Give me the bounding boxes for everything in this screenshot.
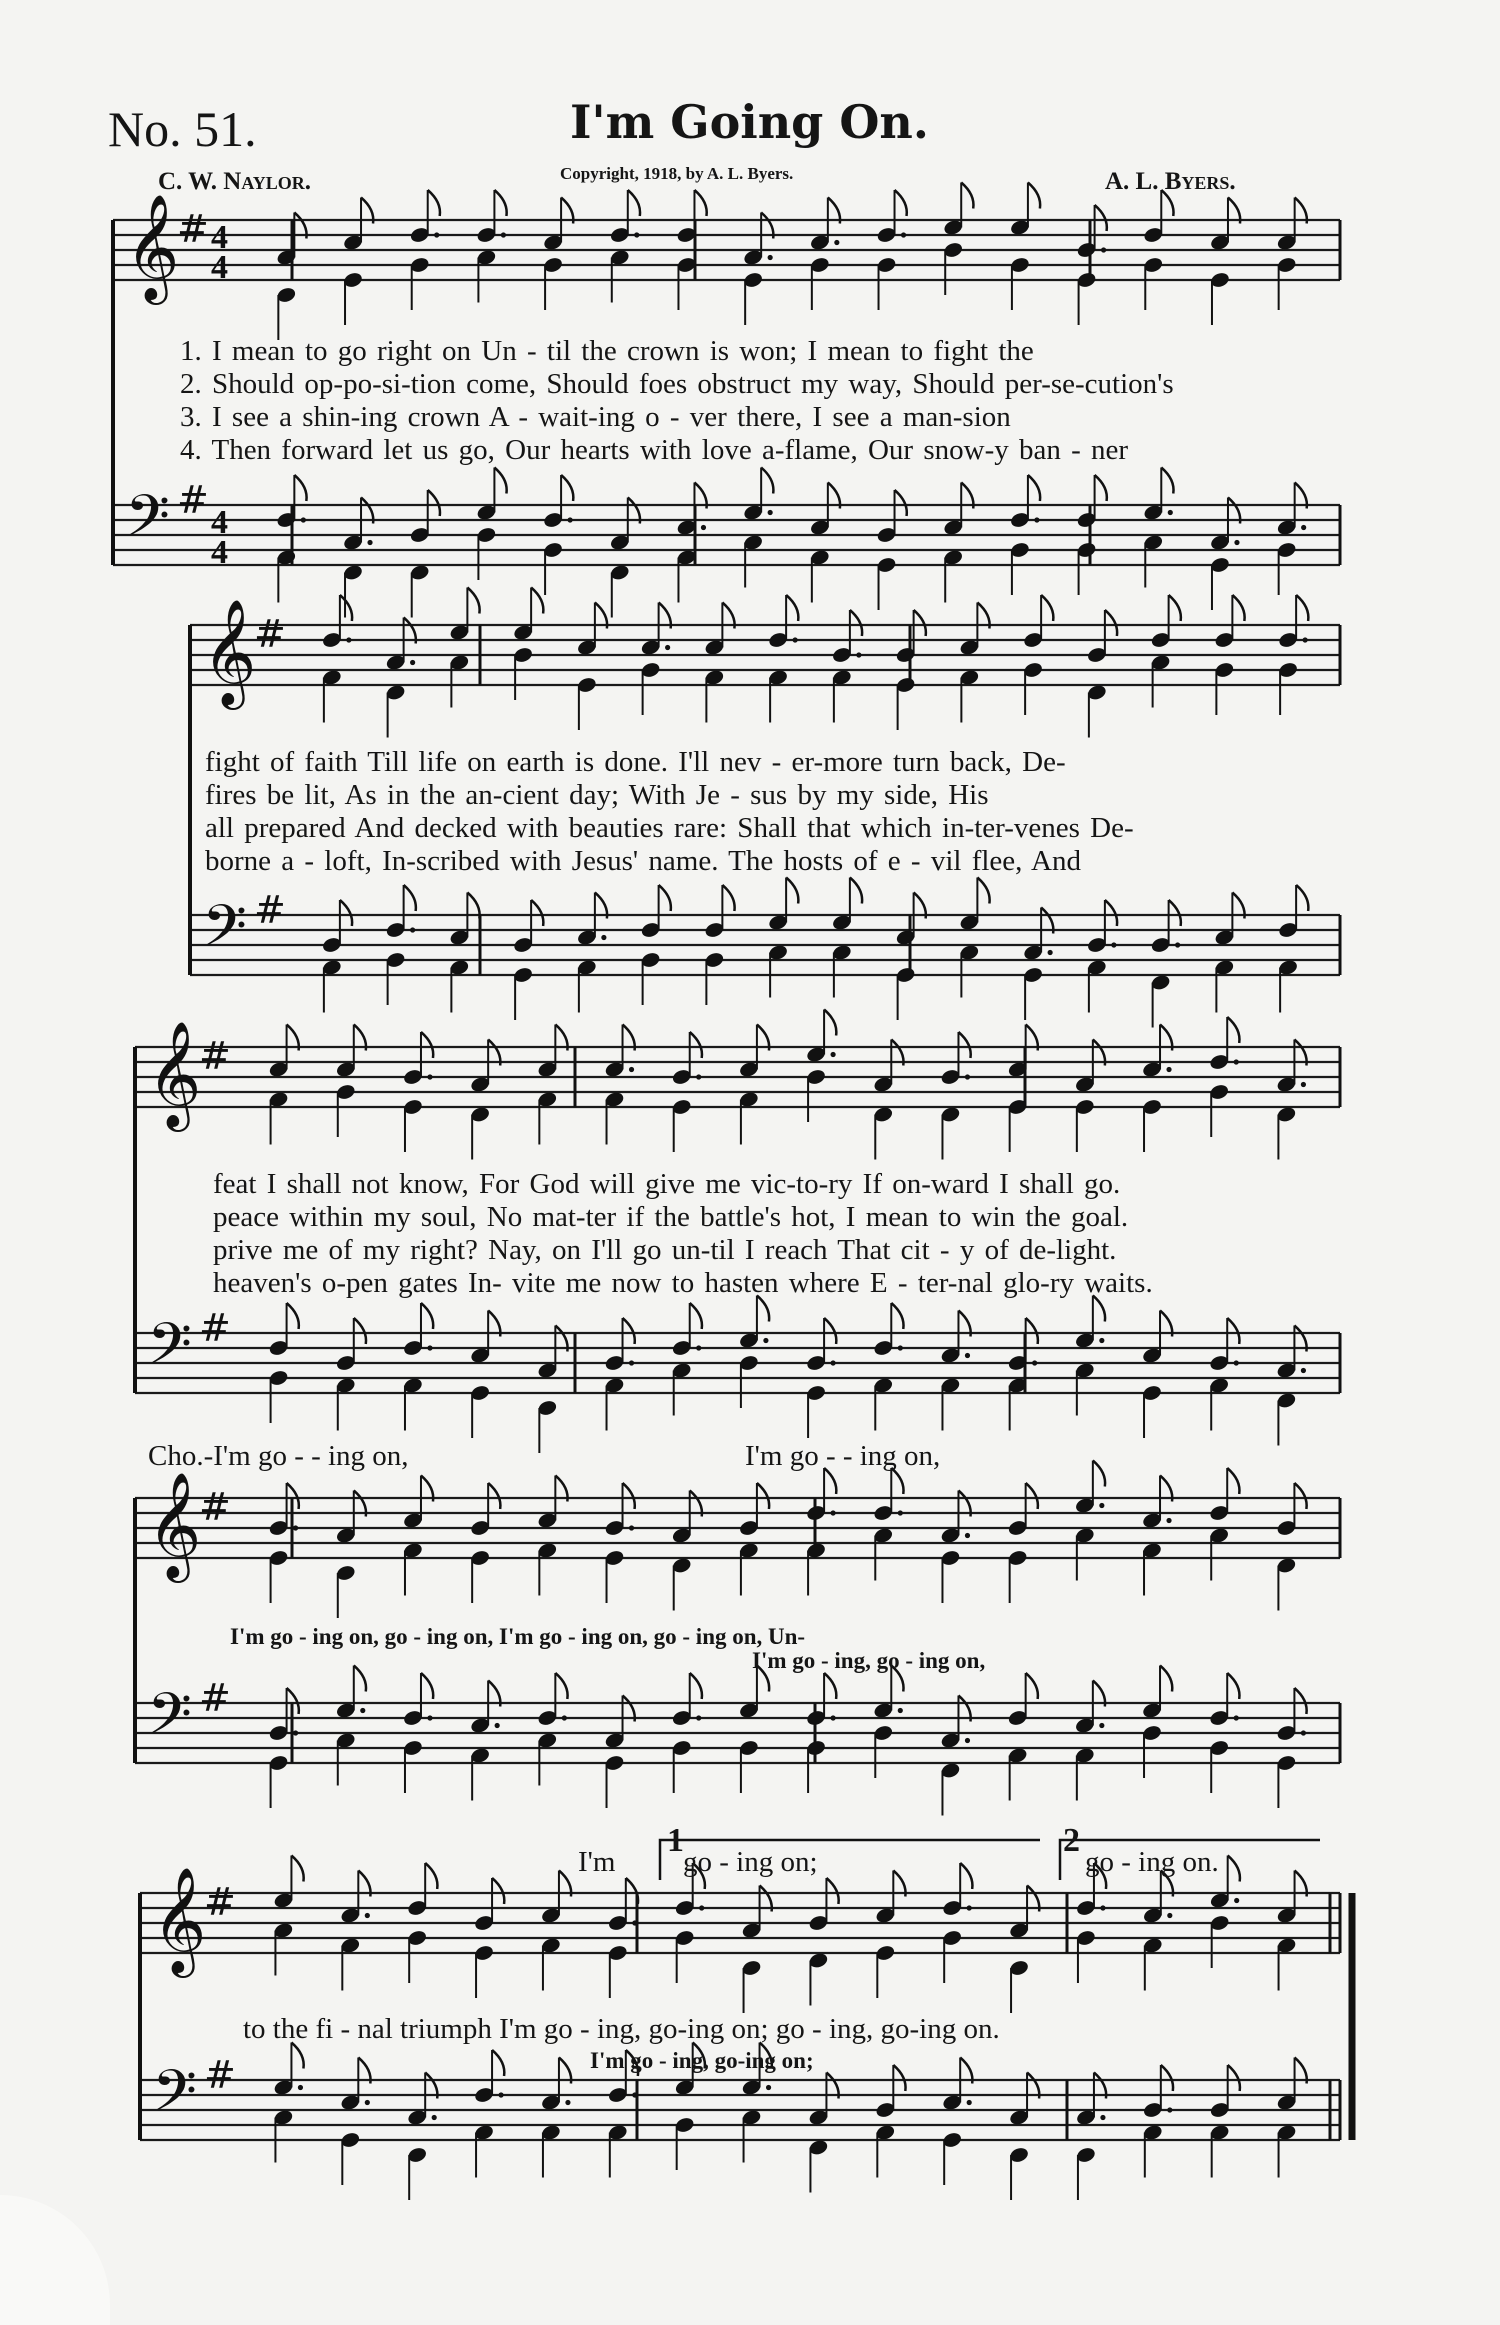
ending-top-im: I'm [578, 1846, 616, 1878]
key-sharp: # [254, 888, 286, 932]
note-dot [856, 652, 861, 657]
note-dot [427, 1715, 432, 1720]
chorus-under-b: I'm go - ing, go - ing on, [752, 1648, 986, 1673]
note-dot [830, 1510, 835, 1515]
note-flag [826, 1878, 838, 1904]
note-dot [301, 517, 306, 522]
note-flag [1228, 2065, 1240, 2091]
note-dot [830, 1052, 835, 1057]
note-dot [967, 2100, 972, 2105]
note-flag [961, 183, 973, 209]
note-flag [824, 1673, 836, 1699]
note-dot [434, 232, 439, 237]
note-flag [1028, 475, 1040, 501]
note-dot [632, 1920, 637, 1925]
time-signature: 4 [211, 219, 228, 256]
note-dot [1234, 1898, 1239, 1903]
note-flag [914, 610, 926, 636]
ending-1-number: 1 [667, 1822, 684, 1859]
note-flag [1160, 1666, 1172, 1692]
hymn-composer: A. L. Byers. [1105, 168, 1236, 195]
note-dot [410, 927, 415, 932]
note-flag [291, 1856, 303, 1882]
note-dot [1100, 1905, 1105, 1910]
note-dot [495, 1723, 500, 1728]
note-dot [1234, 540, 1239, 545]
note-flag [690, 1303, 702, 1329]
treble-clef-icon: 𝄞 [147, 1020, 202, 1127]
note-flag [287, 1303, 299, 1329]
note-flag [786, 595, 798, 621]
time-signature: 4 [211, 534, 228, 571]
note-flag [1161, 190, 1173, 216]
note-flag [960, 1863, 972, 1889]
note-flag [1232, 595, 1244, 621]
note-flag [354, 1318, 366, 1344]
note-dot [701, 525, 706, 530]
note-dot [1234, 1059, 1239, 1064]
time-signature: 4 [211, 504, 228, 541]
note-flag [555, 1673, 567, 1699]
note-dot [1032, 1360, 1037, 1365]
note-dot [1234, 1360, 1239, 1365]
note-dot [1034, 517, 1039, 522]
note-flag [958, 1032, 970, 1058]
key-sharp: # [204, 1880, 236, 1924]
bass-clef-icon: 𝄢 [147, 1310, 193, 1392]
note-dot [427, 1074, 432, 1079]
note-dot [965, 1074, 970, 1079]
note-flag [561, 475, 573, 501]
ending-2-number: 2 [1063, 1822, 1080, 1859]
note-flag [428, 490, 440, 516]
key-sharp: # [199, 1034, 231, 1078]
note-dot [768, 510, 773, 515]
note-dot [830, 1715, 835, 1720]
bass-clef-icon: 𝄢 [125, 482, 171, 564]
note-flag [467, 588, 479, 614]
note-flag [1093, 1461, 1105, 1487]
note-dot [1111, 942, 1116, 947]
verse-line-2-2: fires be lit, As in the an-cient day; With Je - sus by my side, His [205, 779, 989, 811]
note-dot [365, 2100, 370, 2105]
verse-line-1-2: 2. Should op-po-si-tion come, Should foes obstruct my way, Should per-se-cution's [180, 368, 1174, 400]
note-dot [632, 2092, 637, 2097]
verse-line-3-2: peace within my soul, No mat-ter if the battle's hot, I mean to win the goal. [213, 1201, 1129, 1233]
note-flag [291, 2043, 303, 2069]
note-flag [492, 2050, 504, 2076]
note-dot [965, 1353, 970, 1358]
note-dot [432, 2115, 437, 2120]
note-dot [1167, 2107, 1172, 2112]
note-flag [690, 1673, 702, 1699]
treble-clef-icon: 𝄞 [125, 193, 180, 300]
note-dot [298, 2085, 303, 2090]
key-sharp: # [199, 1676, 231, 1720]
note-flag [488, 1483, 500, 1509]
note-flag [421, 1303, 433, 1329]
note-flag [494, 190, 506, 216]
treble-clef-icon: 𝄞 [202, 598, 257, 705]
note-dot [1301, 1368, 1306, 1373]
note-flag [895, 190, 907, 216]
note-dot [965, 1533, 970, 1538]
note-dot [1168, 510, 1173, 515]
note-dot [498, 2092, 503, 2097]
note-flag [1026, 1318, 1038, 1344]
note-flag [1228, 1856, 1240, 1882]
key-sharp: # [177, 207, 209, 251]
note-flag [1227, 1017, 1239, 1043]
note-dot [1303, 637, 1308, 642]
hymn-number: No. 51. [108, 101, 257, 157]
note-dot [501, 232, 506, 237]
note-dot [699, 1905, 704, 1910]
key-sharp: # [199, 1485, 231, 1529]
note-dot [1301, 1082, 1306, 1087]
verse-line-1-4: 4. Then forward let us go, Our hearts with love a-flame, Our snow-y ban - ner [180, 434, 1129, 466]
note-dot [629, 1360, 634, 1365]
note-flag [404, 885, 416, 911]
note-dot [1099, 1338, 1104, 1343]
treble-clef-icon: 𝄞 [152, 1866, 207, 1973]
note-dot [1100, 2115, 1105, 2120]
key-sharp: # [204, 2053, 236, 2097]
note-dot [562, 1715, 567, 1720]
verse-line-3-1: feat I shall not know, For God will give me vic-to-ry If on-ward I shall go. [213, 1168, 1121, 1200]
note-flag [1296, 595, 1308, 621]
note-flag [1227, 1673, 1239, 1699]
verse-line-2-1: fight of faith Till life on earth is done. I'll nev - er-more turn back, De- [205, 746, 1066, 778]
note-flag [893, 2065, 905, 2091]
note-dot [830, 1360, 835, 1365]
chorus-final-line: to the fi - nal triumph I'm go - ing, go-ing on; go - ing, go-ing on. [243, 2013, 1000, 2045]
note-dot [768, 255, 773, 260]
note-flag [977, 878, 989, 904]
note-dot [629, 1067, 634, 1072]
note-flag [1294, 1688, 1306, 1714]
note-dot [365, 1913, 370, 1918]
note-dot [763, 1338, 768, 1343]
note-flag [659, 885, 671, 911]
note-flag [1161, 2065, 1173, 2091]
hymn-copyright: Copyright, 1918, by A. L. Byers. [560, 164, 794, 183]
note-dot [567, 517, 572, 522]
note-flag [531, 588, 543, 614]
note-flag [623, 1483, 635, 1509]
note-dot [898, 1708, 903, 1713]
note-flag [340, 900, 352, 926]
note-flag [425, 1863, 437, 1889]
note-flag [1296, 885, 1308, 911]
note-flag [494, 468, 506, 494]
verse-line-3-4: heaven's o-pen gates In- vite me now to hasten where E - ter-nal glo-ry waits. [213, 1267, 1153, 1299]
note-dot [1166, 1067, 1171, 1072]
note-flag [850, 878, 862, 904]
note-dot [601, 935, 606, 940]
verse-line-3-3: prive me of my right? Nay, on I'll go un-til I reach That cit - y of de-light. [213, 1234, 1117, 1266]
note-dot [367, 540, 372, 545]
note-flag [1227, 1318, 1239, 1344]
hymn-title: I'm Going On. [570, 95, 929, 149]
note-flag [428, 190, 440, 216]
note-flag [531, 900, 543, 926]
note-flag [354, 1666, 366, 1692]
note-flag [1169, 900, 1181, 926]
note-dot [898, 1345, 903, 1350]
verse-line-2-4: borne a - loft, In-scribed with Jesus' name. The hosts of e - vil flee, And [205, 845, 1081, 877]
note-dot [1175, 942, 1180, 947]
ending-1-text: go - ing on; [683, 1846, 818, 1878]
note-dot [293, 1525, 298, 1530]
bass-clef-icon: 𝄢 [152, 2057, 198, 2139]
note-flag [1169, 595, 1181, 621]
note-dot [360, 1708, 365, 1713]
note-flag [1095, 205, 1107, 231]
note-flag [1105, 900, 1117, 926]
key-sharp: # [199, 1306, 231, 1350]
note-flag [1161, 468, 1173, 494]
note-flag [1294, 1483, 1306, 1509]
note-flag [628, 190, 640, 216]
note-flag [824, 1318, 836, 1344]
verse-line-1-3: 3. I see a shin-ing crown A - wait-ing o - ver there, I see a man-sion [180, 401, 1011, 433]
hymn-author: C. W. Naylor. [158, 168, 311, 195]
ending-2-text: go - ing on. [1085, 1846, 1219, 1878]
key-sharp: # [177, 478, 209, 522]
note-flag [891, 1303, 903, 1329]
note-dot [427, 1345, 432, 1350]
note-flag [1028, 183, 1040, 209]
note-dot [898, 1510, 903, 1515]
note-flag [492, 1878, 504, 1904]
time-signature: 4 [211, 249, 228, 286]
note-dot [793, 637, 798, 642]
note-dot [1099, 1503, 1104, 1508]
note-flag [421, 1673, 433, 1699]
key-sharp: # [254, 612, 286, 656]
note-dot [634, 232, 639, 237]
note-dot [410, 660, 415, 665]
bass-clef-icon: 𝄢 [147, 1680, 193, 1762]
note-flag [1227, 1468, 1239, 1494]
note-flag [824, 1010, 836, 1036]
note-dot [1301, 1730, 1306, 1735]
note-dot [1099, 1723, 1104, 1728]
note-flag [1026, 1673, 1038, 1699]
note-flag [694, 190, 706, 216]
note-flag [761, 468, 773, 494]
note-dot [766, 2085, 771, 2090]
note-flag [294, 475, 306, 501]
note-dot [965, 1738, 970, 1743]
note-dot [1101, 247, 1106, 252]
note-dot [1167, 1913, 1172, 1918]
note-dot [901, 232, 906, 237]
chorus-final-under: I'm go - ing, go-ing on; [590, 2048, 814, 2073]
note-flag [1095, 475, 1107, 501]
note-flag [757, 1483, 769, 1509]
note-dot [346, 637, 351, 642]
note-flag [895, 490, 907, 516]
note-dot [1234, 1715, 1239, 1720]
treble-clef-icon: 𝄞 [147, 1471, 202, 1578]
note-dot [696, 1074, 701, 1079]
note-flag [623, 1318, 635, 1344]
note-dot [1301, 525, 1306, 530]
note-flag [421, 1032, 433, 1058]
note-flag [1026, 1483, 1038, 1509]
note-dot [834, 240, 839, 245]
note-flag [786, 878, 798, 904]
note-flag [1105, 610, 1117, 636]
note-dot [696, 1345, 701, 1350]
note-dot [1166, 1518, 1171, 1523]
note-dot [629, 1525, 634, 1530]
note-dot [565, 2100, 570, 2105]
note-dot [696, 1715, 701, 1720]
chorus-top-line-2: I'm go - - ing on, [745, 1440, 941, 1472]
note-flag [1041, 595, 1053, 621]
verse-line-2-3: all prepared And decked with beauties rare: Shall that which in-ter-venes De- [205, 812, 1134, 844]
note-flag [850, 610, 862, 636]
bass-clef-icon: 𝄢 [202, 892, 248, 974]
chorus-label: Cho.-I'm go - - ing on, [148, 1440, 409, 1472]
note-dot [967, 1905, 972, 1910]
note-dot [665, 645, 670, 650]
note-dot [293, 1730, 298, 1735]
note-dot [1048, 950, 1053, 955]
chorus-under-a: I'm go - ing on, go - ing on, I'm go - ing on, go - ing on, Un- [230, 1624, 806, 1649]
note-flag [722, 885, 734, 911]
verse-line-1-1: 1. I mean to go right on Un - til the crown is won; I mean to fight the [180, 335, 1034, 367]
note-flag [690, 1032, 702, 1058]
